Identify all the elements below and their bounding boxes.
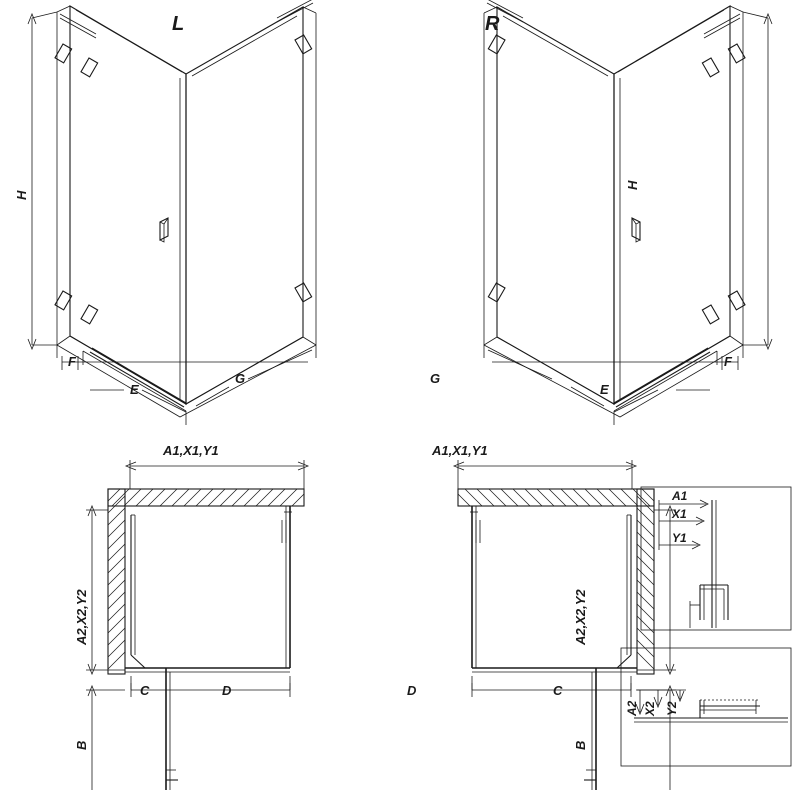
dimension-B-left — [86, 686, 125, 790]
dimension-CD-right — [472, 676, 631, 697]
label-A2X2Y2-right: A2,X2,Y2 — [573, 589, 588, 645]
label-G-left: G — [235, 371, 246, 386]
label-G-right: G — [430, 371, 441, 386]
label-H-right: H — [625, 180, 640, 190]
plan-view-left — [74, 443, 308, 790]
label-detail-Y1: Y1 — [672, 531, 687, 545]
label-detail-Y2: Y2 — [665, 701, 679, 716]
dimension-A2X2Y2-left — [86, 506, 125, 674]
label-H-left: H — [14, 190, 29, 200]
label-A1X1Y1-right: A1,X1,Y1 — [432, 443, 488, 458]
label-D-left: D — [222, 683, 232, 698]
dimension-A1X1Y1-left — [126, 460, 308, 489]
label-F-left: F — [68, 354, 76, 369]
label-C-right: C — [553, 683, 563, 698]
label-B-left: B — [74, 740, 89, 750]
label-detail-A1: A1 — [672, 489, 688, 503]
iso-view-left — [14, 0, 316, 425]
dimension-A2X2Y2-right — [637, 506, 676, 674]
label-handing-right: R — [485, 13, 500, 35]
label-C-left: C — [140, 683, 150, 698]
door-knob — [632, 218, 640, 242]
label-detail-X2: X2 — [643, 701, 657, 716]
label-B-right: B — [573, 740, 588, 750]
label-D-right: D — [407, 683, 417, 698]
label-A2X2Y2-left: A2,X2,Y2 — [74, 589, 89, 645]
dimension-H-left — [28, 12, 57, 349]
dimension-bottom-left — [62, 356, 308, 370]
label-detail-X1: X1 — [672, 507, 687, 521]
plan-view-right — [454, 460, 676, 790]
label-E-right: E — [600, 382, 609, 397]
dimension-CD-left — [131, 676, 290, 697]
door-knob — [160, 218, 168, 242]
label-detail-A2: A2 — [625, 700, 639, 716]
dimension-H-right — [743, 12, 772, 349]
detail-view-bottom — [621, 648, 791, 766]
label-E-left: E — [130, 382, 139, 397]
label-A1X1Y1-left: A1,X1,Y1 — [163, 443, 219, 458]
label-F-right: F — [724, 354, 732, 369]
label-handing-left: L — [172, 13, 185, 35]
detail-view-top — [641, 487, 791, 630]
dimension-A1X1Y1-right — [454, 460, 636, 489]
hinge — [55, 44, 98, 324]
hinge — [702, 44, 745, 324]
dimension-bottom-right — [492, 356, 738, 370]
